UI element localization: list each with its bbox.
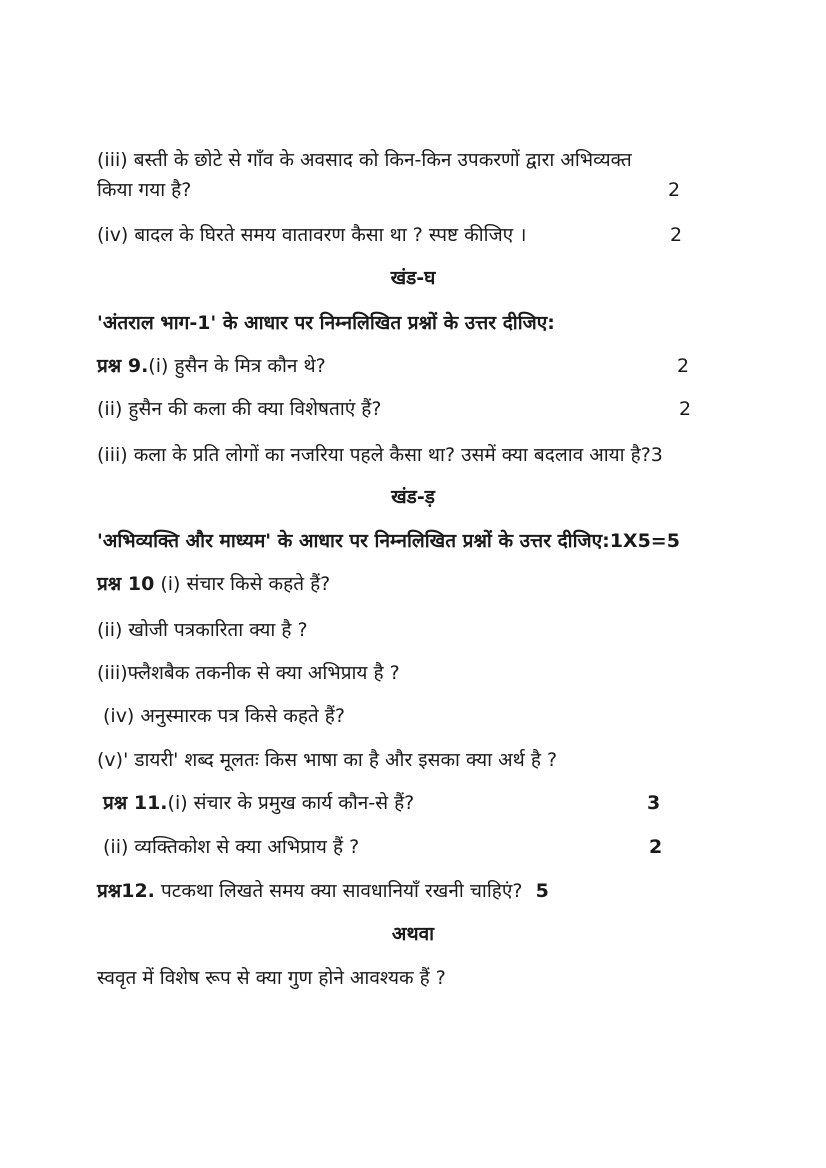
question-9-i-text: (i) हुसैन के मित्र कौन थे? [148,355,326,377]
section-heading-gha: खंड-घ [390,267,436,289]
question-11-prefix: प्रश्न 11. [103,792,168,814]
question-11-i-text: (i) संचार के प्रमुख कार्य कौन-से हैं? [167,792,415,814]
question-iii-line2: किया गया है? [97,179,192,201]
question-10-iii: (iii)फ्लैशबैक तकनीक से क्या अभिप्राय है ? [97,662,400,684]
section-heading-nga: खंड-ड़ [391,486,435,508]
question-iii-line1: (iii) बस्ती के छोटे से गाँव के अवसाद को किन-किन उपकरणों द्वारा अभिव्यक्त [97,149,632,171]
question-11-i-marks: 3 [647,792,661,814]
section-gha-instruction: 'अंतराल भाग-1' के आधार पर निम्नलिखित प्रश्नों के उत्तर दीजिए: [97,312,555,334]
question-10-v: (v)' डायरी' शब्द मूलतः किस भाषा का है और इसका क्या अर्थ है ? [97,749,558,771]
question-11-i [103,790,414,816]
question-iv-marks: 2 [670,224,683,246]
question-12 [97,878,549,904]
section-nga-instruction: 'अभिव्यक्ति और माध्यम' के आधार पर निम्नलिखित प्रश्नों के उत्तर दीजिए:1X5=5 [97,530,680,552]
question-10-i [97,571,330,597]
question-10-i-text: (i) संचार किसे कहते हैं? [154,573,331,595]
question-10-iv: (iv) अनुस्मारक पत्र किसे कहते हैं? [103,705,345,727]
or-label: अथवा [391,923,435,945]
question-11-ii-marks: 2 [649,836,663,858]
question-9-ii: (ii) हुसैन की कला की क्या विशेषताएं हैं? [97,398,382,420]
question-9-prefix: प्रश्न 9. [97,355,149,377]
question-9-ii-marks: 2 [679,398,692,420]
question-9-i-marks: 2 [677,355,690,377]
question-12-alternative: स्ववृत में विशेष रूप से क्या गुण होने आवश्यक हैं ? [97,967,446,989]
question-iv: (iv) बादल के घिरते समय वातावरण कैसा था ? स्पष्ट कीजिए । [97,224,527,246]
question-9-i [97,353,326,379]
question-iii-marks: 2 [668,179,681,201]
question-11-ii: (ii) व्यक्तिकोश से क्या अभिप्राय हैं ? [103,836,360,858]
question-12-marks: 5 [522,880,549,902]
question-9-iii: (iii) कला के प्रति लोगों का नजरिया पहले कैसा था? उसमें क्या बदलाव आया है?3 [97,444,663,466]
question-12-prefix: प्रश्न12. [97,880,155,902]
question-10-ii: (ii) खोजी पत्रकारिता क्या है ? [97,619,308,641]
question-10-prefix: प्रश्न 10 [97,573,155,595]
question-12-text: पटकथा लिखते समय क्या सावधानियाँ रखनी चाहिएं? [154,880,523,902]
